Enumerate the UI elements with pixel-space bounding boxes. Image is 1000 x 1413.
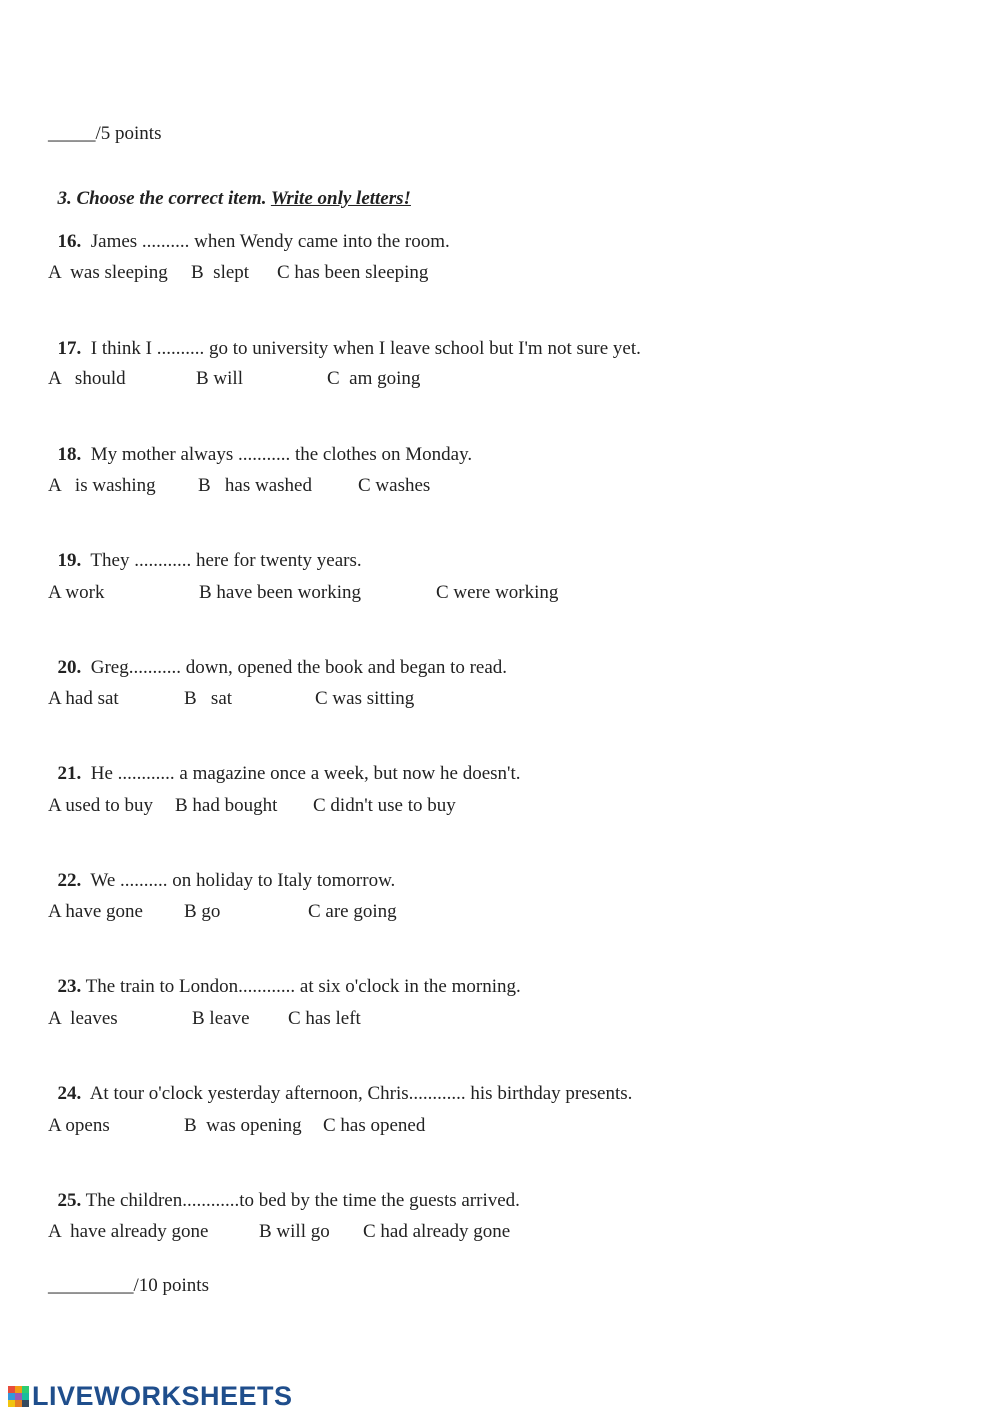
question-text: The train to London............ at six o'clock in the morning.: [85, 976, 521, 997]
liveworksheets-logo: [8, 1381, 293, 1412]
logo-text: LIVEWORKSHEETS: [32, 1381, 293, 1411]
logo-tile: [8, 1400, 15, 1407]
score-bottom: _________/10 points: [48, 1275, 209, 1296]
score-top: _____/5 points: [48, 123, 162, 144]
option-b: B will: [196, 368, 243, 389]
instruction-main: 3. Choose the correct item.: [57, 188, 271, 209]
option-b: B go: [184, 901, 221, 922]
logo-tiles-icon: [8, 1386, 30, 1408]
logo-tile: [15, 1393, 22, 1400]
option-a: A leaves: [48, 1008, 118, 1029]
question-text: At tour o'clock yesterday afternoon, Chris............ his birthday presents.: [89, 1083, 633, 1104]
question-text: The children............to bed by the time the guests arrived.: [85, 1190, 520, 1211]
option-b: B sat: [184, 688, 233, 709]
option-c: C had already gone: [363, 1221, 511, 1242]
question-number: 18.: [57, 444, 82, 465]
logo-tile: [15, 1400, 22, 1407]
option-a: A had sat: [48, 688, 119, 709]
question-number: 19.: [57, 550, 82, 571]
question-19: [48, 528, 362, 572]
option-b: B had bought: [175, 795, 278, 816]
logo-tile: [22, 1386, 29, 1393]
option-b: B will go: [259, 1221, 330, 1242]
option-c: C didn't use to buy: [313, 795, 456, 816]
question-text: We .......... on holiday to Italy tomorrow.: [90, 870, 396, 891]
option-c: C has been sleeping: [277, 262, 429, 283]
question-24: [48, 1061, 632, 1105]
question-number: 24.: [57, 1083, 82, 1104]
question-23: [48, 954, 521, 998]
question-number: 17.: [57, 338, 82, 359]
option-b: B leave: [192, 1008, 250, 1029]
question-text: My mother always ........... the clothes on Monday.: [90, 444, 473, 465]
question-number: 23.: [57, 976, 82, 997]
question-number: 16.: [57, 231, 82, 252]
option-c: C has left: [288, 1008, 361, 1029]
question-20: [48, 635, 507, 679]
question-number: 20.: [57, 657, 82, 678]
option-c: C were working: [436, 582, 559, 603]
question-text: James .......... when Wendy came into the room.: [90, 231, 450, 252]
option-a: A work: [48, 582, 105, 603]
option-a: A opens: [48, 1115, 110, 1136]
option-b: B was opening: [184, 1115, 302, 1136]
option-c: C has opened: [323, 1115, 426, 1136]
option-a: A was sleeping: [48, 262, 168, 283]
option-b: B has washed: [198, 475, 312, 496]
question-number: 22.: [57, 870, 82, 891]
question-21: [48, 741, 520, 785]
option-a: A have already gone: [48, 1221, 209, 1242]
logo-tile: [8, 1393, 15, 1400]
option-c: C am going: [327, 368, 421, 389]
question-22: [48, 848, 395, 892]
instruction-underlined: Write only letters!: [270, 188, 411, 209]
option-c: C washes: [358, 475, 431, 496]
logo-tile: [8, 1386, 15, 1393]
option-b: B slept: [191, 262, 250, 283]
question-25: [48, 1168, 520, 1212]
option-c: C are going: [308, 901, 397, 922]
option-b: B have been working: [199, 582, 361, 603]
option-a: A is washing: [48, 475, 156, 496]
question-text: I think I .......... go to university when I leave school but I'm not sure yet.: [90, 338, 641, 359]
instruction: [48, 166, 411, 210]
question-text: They ............ here for twenty years.: [90, 550, 362, 571]
question-number: 21.: [57, 763, 82, 784]
logo-tile: [22, 1393, 29, 1400]
option-c: C was sitting: [315, 688, 415, 709]
question-number: 25.: [57, 1190, 82, 1211]
question-text: Greg........... down, opened the book and began to read.: [90, 657, 508, 678]
question-16: [48, 209, 450, 253]
option-a: A have gone: [48, 901, 143, 922]
question-17: [48, 316, 641, 360]
logo-tile: [22, 1400, 29, 1407]
option-a: A should: [48, 368, 126, 389]
question-18: [48, 422, 472, 466]
logo-tile: [15, 1386, 22, 1393]
question-text: He ............ a magazine once a week, but now he doesn't.: [90, 763, 521, 784]
option-a: A used to buy: [48, 795, 154, 816]
